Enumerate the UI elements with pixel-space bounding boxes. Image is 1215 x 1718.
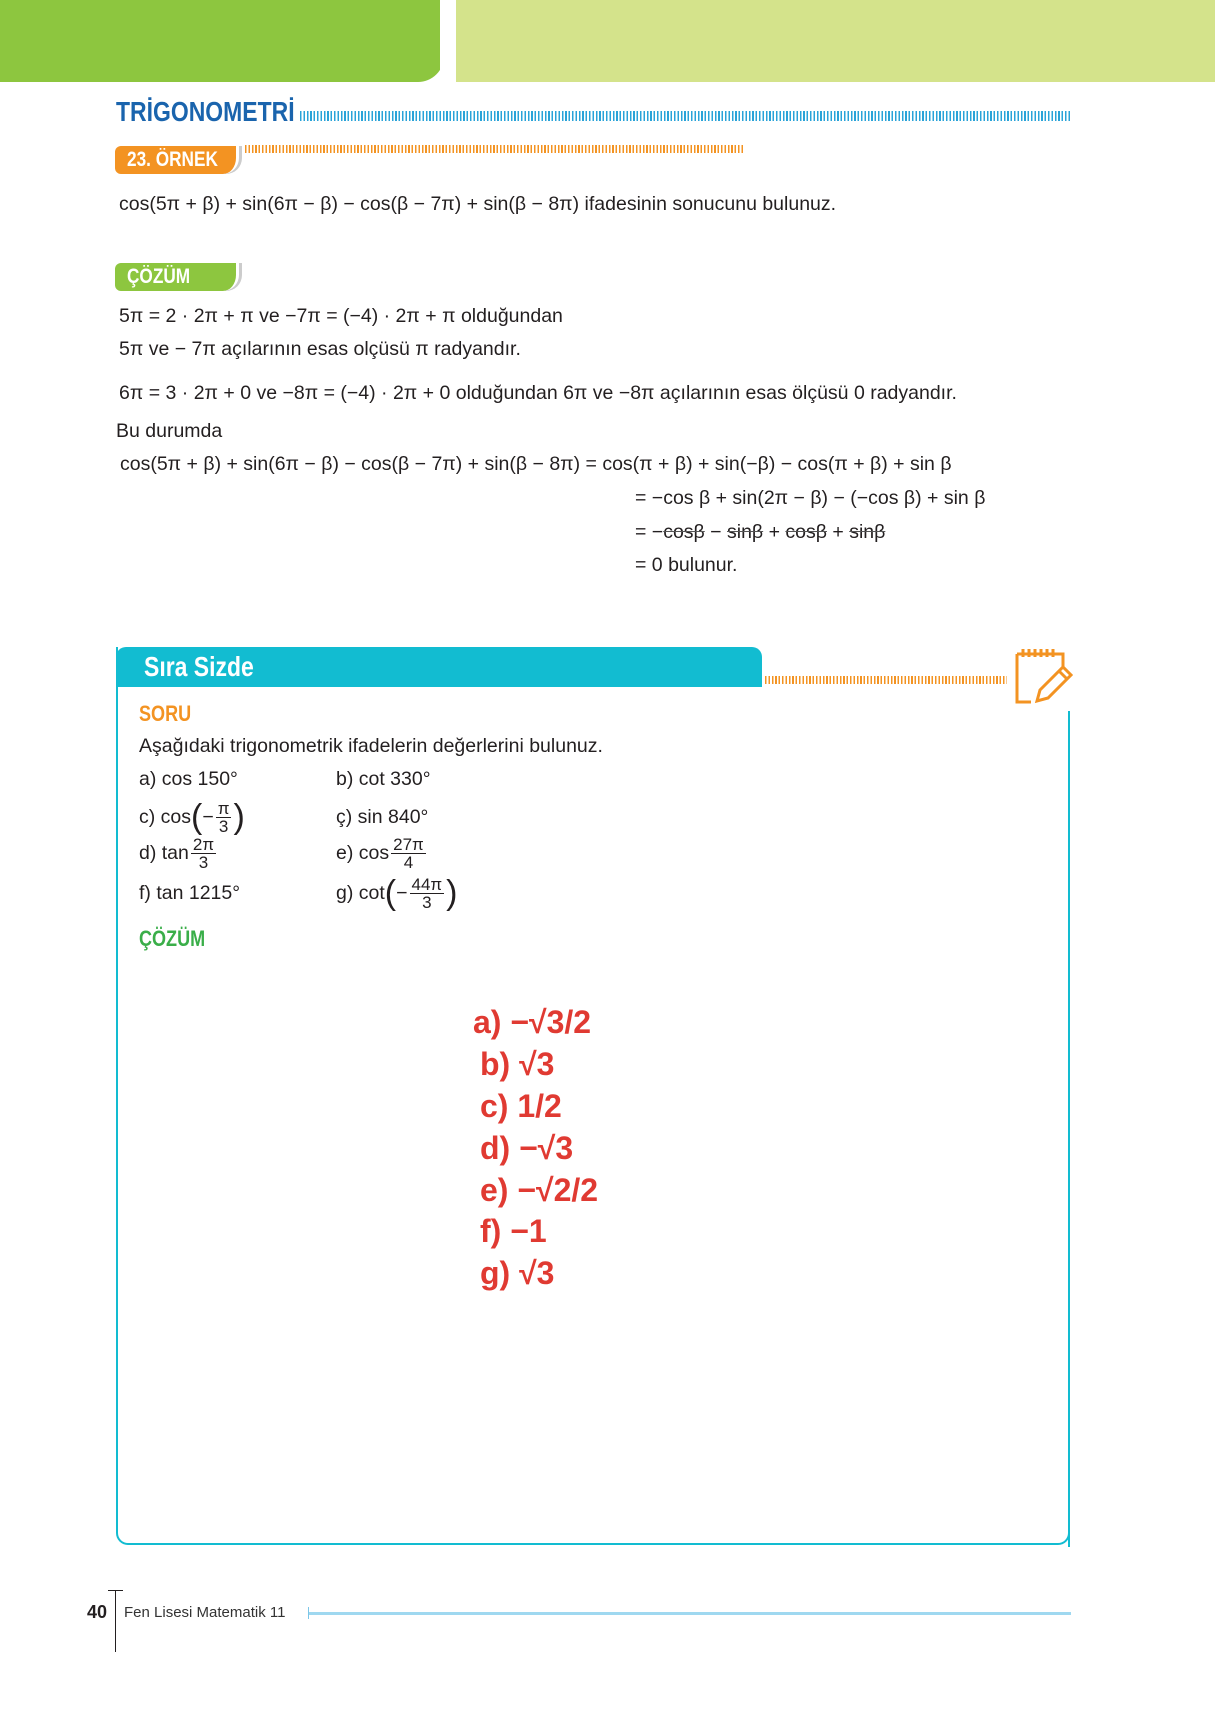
item-b: b) cot 330° bbox=[336, 768, 431, 790]
numerator: 2π bbox=[192, 834, 215, 854]
operator: + bbox=[826, 521, 850, 543]
operator: − bbox=[704, 521, 727, 543]
denominator: 3 bbox=[198, 852, 209, 872]
cancelled-term: sinβ bbox=[849, 521, 886, 543]
numerator: π bbox=[217, 798, 230, 818]
fraction bbox=[216, 800, 232, 835]
solution-line: 5π ve − 7π açılarının esas olçüsü π radyandır. bbox=[119, 338, 521, 360]
operator: + bbox=[763, 521, 786, 543]
header-banner-left bbox=[0, 0, 444, 82]
cancelled-term: sinβ bbox=[727, 521, 764, 543]
book-title: Fen Lisesi Matematik 11 bbox=[124, 1604, 286, 1621]
sign: − bbox=[396, 881, 408, 904]
solution-line: 6π = 3 · 2π + 0 ve −8π = (−4) · 2π + 0 olduğundan 6π ve −8π açılarının esas ölçüsü 0 radyandır. bbox=[119, 382, 957, 404]
footer-divider bbox=[115, 1590, 116, 1652]
equals: = − bbox=[635, 521, 664, 543]
solution-badge: ÇÖZÜM bbox=[115, 263, 239, 291]
paren: ) bbox=[233, 798, 245, 836]
sira-sizde-rule bbox=[765, 676, 1007, 684]
item-d-func: d) tan bbox=[139, 841, 189, 864]
paren: ) bbox=[446, 874, 458, 912]
solution-final: = 0 bulunur. bbox=[635, 554, 738, 576]
notepad-pencil-icon bbox=[1013, 646, 1073, 706]
footer-divider-cap bbox=[108, 1590, 123, 1591]
numerator: 44π bbox=[411, 874, 443, 894]
item-c-func: c) cos bbox=[139, 805, 192, 828]
item-g bbox=[336, 872, 457, 914]
answer-g: g) √3 bbox=[480, 1255, 555, 1291]
sign: − bbox=[202, 805, 214, 828]
item-a: a) cos 150° bbox=[139, 768, 238, 790]
fraction bbox=[191, 836, 216, 871]
header-banner-gap bbox=[440, 0, 456, 82]
item-f: f) tan 1215° bbox=[139, 882, 241, 904]
item-cc: ç) sin 840° bbox=[336, 806, 429, 828]
page-number: 40 bbox=[87, 1602, 108, 1622]
answer-b: b) √3 bbox=[480, 1046, 555, 1082]
paren: ( bbox=[384, 874, 397, 912]
footer-rule-cap bbox=[308, 1607, 309, 1619]
section-title-rule bbox=[300, 111, 1071, 121]
example-badge: 23. ÖRNEK bbox=[115, 146, 239, 174]
example-rule bbox=[245, 145, 745, 153]
solution-line: 5π = 2 · 2π + π ve −7π = (−4) · 2π + π olduğundan bbox=[119, 305, 563, 327]
answer-f: f) −1 bbox=[480, 1213, 547, 1249]
solution-cancel-line bbox=[635, 521, 885, 544]
box-right-border bbox=[1068, 711, 1070, 1547]
cozum-label: ÇÖZÜM bbox=[139, 926, 206, 951]
item-g-func: g) cot bbox=[336, 881, 385, 904]
solution-line: Bu durumda bbox=[116, 420, 223, 442]
footer-rule bbox=[308, 1612, 1071, 1615]
answer-c: c) 1/2 bbox=[480, 1088, 562, 1124]
sira-sizde-box bbox=[116, 647, 1070, 1545]
denominator: 4 bbox=[403, 852, 414, 872]
answer-d: d) −√3 bbox=[480, 1130, 574, 1166]
denominator: 3 bbox=[422, 892, 432, 912]
numerator: 27π bbox=[393, 834, 424, 854]
fraction bbox=[410, 876, 445, 911]
item-d bbox=[139, 833, 218, 873]
header-banner-right bbox=[455, 0, 1215, 82]
example-problem: cos(5π + β) + sin(6π − β) − cos(β − 7π) + sin(β − 8π) ifadesinin sonucunu bulunuz. bbox=[119, 193, 837, 215]
question-text: Aşağıdaki trigonometrik ifadelerin değerlerini bulunuz. bbox=[139, 735, 603, 757]
fraction bbox=[391, 836, 426, 871]
sira-sizde-header: Sıra Sizde bbox=[116, 647, 762, 687]
answer-a: a) −√3/2 bbox=[473, 1004, 592, 1040]
section-title: TRİGONOMETRİ bbox=[116, 96, 295, 127]
cancelled-term: cosβ bbox=[785, 521, 827, 543]
answer-e: e) −√2/2 bbox=[480, 1172, 599, 1208]
solution-line: = −cos β + sin(2π − β) − (−cos β) + sin β bbox=[635, 487, 986, 509]
item-e bbox=[336, 833, 428, 873]
item-c bbox=[139, 796, 245, 838]
paren: ( bbox=[191, 798, 203, 836]
solution-line: cos(5π + β) + sin(6π − β) − cos(β − 7π) + sin(β − 8π) = cos(π + β) + sin(−β) − cos(π + β) + sin β bbox=[120, 453, 952, 475]
soru-label: SORU bbox=[139, 701, 192, 726]
denominator: 3 bbox=[218, 816, 229, 836]
item-e-func: e) cos bbox=[336, 841, 390, 864]
cancelled-term: cosβ bbox=[663, 521, 705, 543]
